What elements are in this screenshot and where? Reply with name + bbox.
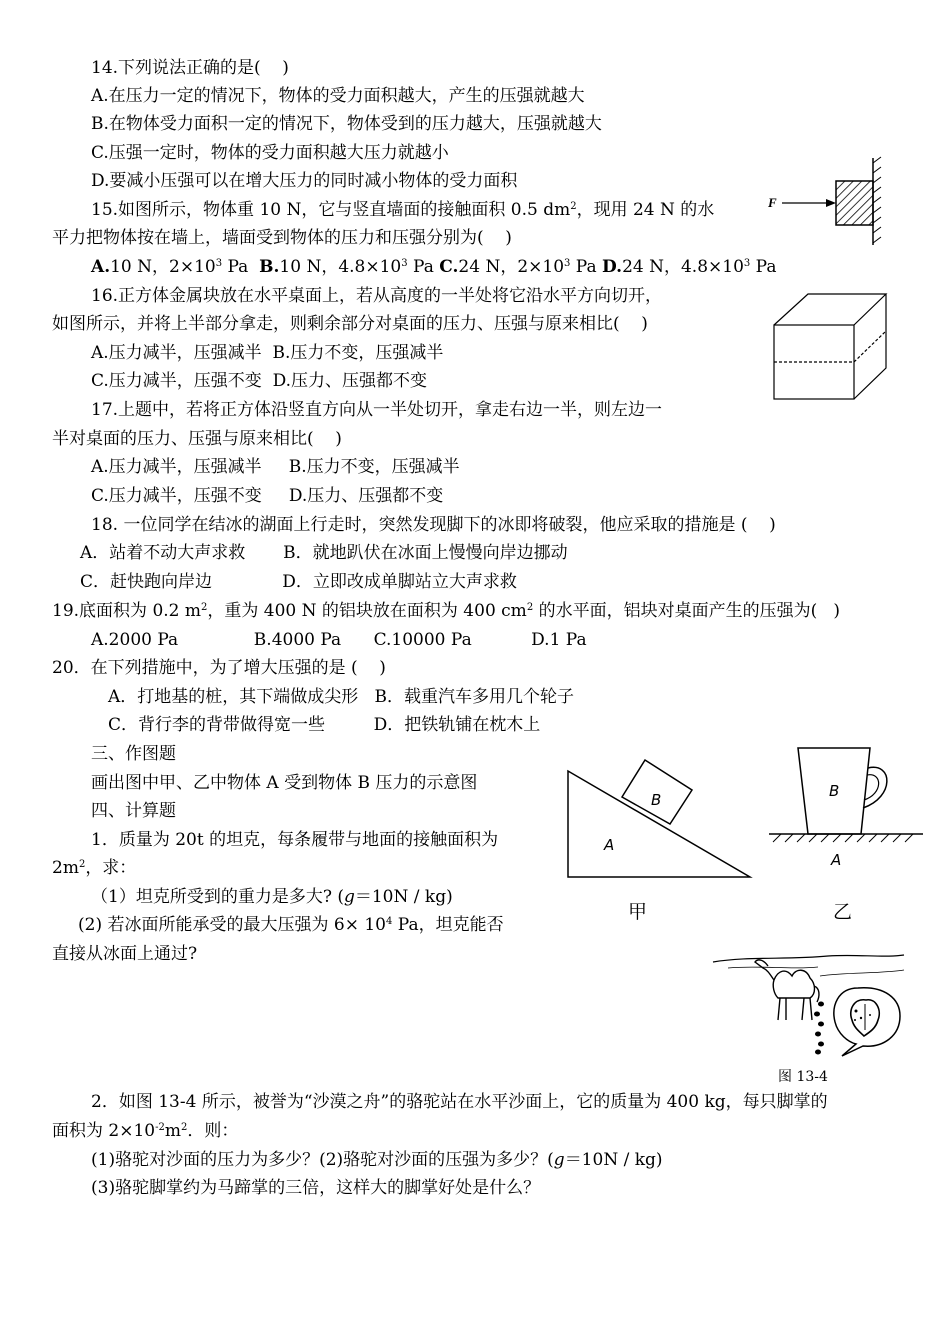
q15-option-a: 10 N，2×10 bbox=[110, 257, 216, 277]
superscript: 2 bbox=[201, 602, 208, 613]
q19-stem-text: ，重为 400 N 的铝块放在面积为 400 cm bbox=[207, 601, 527, 621]
label-a: A bbox=[604, 836, 615, 854]
q19-stem-text: 的水平面，铝块对桌面产生的压强为( ) bbox=[533, 601, 841, 621]
q14-option-b: B.在物体受力面积一定的情况下，物体受到的压力越大，压强就越大 bbox=[91, 114, 602, 134]
q18-stem: 18. 一位同学在结冰的湖面上行走时，突然发现脚下的冰即将破裂，他应采取的措施是 ( ) bbox=[91, 515, 776, 535]
problem-2-line1: 2．如图 13-4 所示，被誉为“沙漠之舟”的骆驼站在水平沙面上，它的质量为 400 kg，每只脚掌的 bbox=[91, 1092, 828, 1112]
q19-stem bbox=[52, 600, 840, 622]
problem-1-text: ，求： bbox=[85, 858, 137, 878]
superscript: 3 bbox=[215, 258, 223, 269]
q15-option-b-unit: Pa bbox=[407, 257, 434, 277]
q20-options-cd: C．背行李的背带做得宽一些 D．把铁轨铺在枕木上 bbox=[108, 715, 541, 735]
q15-option-c-letter: C. bbox=[439, 257, 459, 277]
q18-options-ab: A．站着不动大声求救 B．就地趴伏在冰面上慢慢向岸边挪动 bbox=[80, 543, 568, 563]
q14-stem: 14.下列说法正确的是( ) bbox=[91, 58, 289, 78]
q15-stem-line1 bbox=[91, 199, 714, 221]
wall-hatching bbox=[873, 157, 881, 243]
q15-option-d-letter: D. bbox=[602, 257, 623, 277]
q14-option-d: D.要减小压强可以在增大压力的同时减小物体的受力面积 bbox=[91, 171, 518, 191]
superscript: 4 bbox=[385, 916, 393, 927]
problem-1-text: (2) 若冰面所能承受的最大压强为 6× 10 bbox=[78, 915, 386, 935]
q15-option-d-unit: Pa bbox=[750, 257, 777, 277]
sand-dune-line bbox=[728, 967, 818, 968]
problem-1-line1: 1．质量为 20t 的坦克，每条履带与地面的接触面积为 bbox=[91, 830, 499, 850]
section-4-title: 四、计算题 bbox=[91, 801, 176, 821]
label-yi: 乙 bbox=[833, 901, 853, 923]
superscript: 3 bbox=[743, 258, 751, 269]
superscript: 2 bbox=[526, 602, 534, 613]
q16-options-ab: A.压力减半，压强减半 B.压力不变，压强减半 bbox=[91, 343, 444, 363]
problem-2-text: ＝10N / kg) bbox=[564, 1150, 663, 1170]
force-label: F bbox=[768, 195, 777, 210]
problem-1-text: Pa，坦克能否 bbox=[392, 915, 504, 935]
q15-options bbox=[91, 256, 777, 278]
ground-hatching bbox=[773, 834, 913, 842]
section-3-title: 三、作图题 bbox=[91, 744, 176, 764]
q15-option-d: 24 N，4.8×10 bbox=[622, 257, 744, 277]
superscript: 3 bbox=[401, 258, 408, 269]
problem-2-question-3: (3)骆驼脚掌约为马蹄掌的三倍，这样大的脚掌好处是什么？ bbox=[91, 1178, 541, 1198]
q15-option-b-letter: B. bbox=[259, 257, 280, 277]
g-symbol: g bbox=[343, 887, 355, 907]
problem-2-text: (1)骆驼对沙面的压力为多少？(2)骆驼对沙面的压强为多少？( bbox=[91, 1150, 554, 1170]
cube-top-face bbox=[774, 294, 886, 325]
problem-1-line2 bbox=[52, 857, 136, 879]
q15-stem-text: ，现用 24 N 的水 bbox=[576, 200, 715, 220]
section-3-instruction: 画出图中甲、乙中物体 A 受到物体 B 压力的示意图 bbox=[91, 773, 478, 793]
q17-options-cd: C.压力减半，压强不变 D.压力、压强都不变 bbox=[91, 486, 444, 506]
arrow-head-icon bbox=[826, 199, 836, 207]
problem-1-question-2-line2: 直接从冰面上通过? bbox=[52, 944, 198, 964]
q20-options-ab: A．打地基的桩，其下端做成尖形 B．载重汽车多用几个轮子 bbox=[108, 687, 574, 707]
q15-option-a-unit: Pa bbox=[222, 257, 249, 277]
problem-1-question-1 bbox=[91, 886, 453, 908]
label-a: A bbox=[831, 851, 842, 869]
superscript: -2 bbox=[155, 1122, 165, 1133]
q16-cube-figure bbox=[770, 290, 890, 405]
q18-options-cd: C．赶快跑向岸边 D．立即改成单脚站立大声求救 bbox=[80, 572, 517, 592]
q20-stem: 20．在下列措施中，为了增大压强的是 ( ) bbox=[52, 658, 386, 678]
q16-stem-line2: 如图所示，并将上半部分拿走，则剩余部分对桌面的压力、压强与原来相比( ) bbox=[52, 314, 648, 334]
cut-line-side bbox=[854, 331, 886, 362]
problem-2-line2 bbox=[52, 1120, 238, 1142]
superscript: 2 bbox=[180, 1122, 188, 1133]
superscript: 2 bbox=[78, 859, 86, 870]
q15-option-a-letter: A. bbox=[91, 257, 111, 277]
q17-stem-line1: 17.上题中，若将正方体沿竖直方向从一半处切开，拿走右边一半，则左边一 bbox=[91, 400, 663, 420]
q15-option-c: 24 N，2×10 bbox=[458, 257, 565, 277]
problem-1-question-2 bbox=[78, 914, 504, 936]
sand-dune-line bbox=[820, 970, 904, 976]
q19-options: A.2000 Pa B.4000 Pa C.10000 Pa D.1 Pa bbox=[91, 630, 587, 650]
footprint-trail bbox=[814, 1002, 824, 1055]
speech-bubble bbox=[834, 988, 900, 1056]
q15-stem-line2: 平力把物体按在墙上，墙面受到物体的压力和压强分别为( ) bbox=[52, 228, 512, 248]
superscript: 2 bbox=[570, 201, 577, 212]
problem-1-text: 2m bbox=[52, 858, 79, 878]
q17-stem-line2: 半对桌面的压力、压强与原来相比( ) bbox=[52, 429, 342, 449]
figure-jia-incline bbox=[560, 755, 760, 930]
problem-2-text: ．则： bbox=[187, 1121, 239, 1141]
g-symbol: g bbox=[553, 1150, 565, 1170]
label-jia: 甲 bbox=[628, 901, 648, 923]
label-b: B bbox=[829, 782, 840, 800]
q15-wall-block-figure bbox=[760, 155, 895, 250]
problem-2-text: m bbox=[164, 1121, 181, 1141]
q15-option-b: 10 N，4.8×10 bbox=[279, 257, 402, 277]
sand-dune-line bbox=[713, 955, 904, 962]
figure-13-4-caption: 图 13-4 bbox=[778, 1069, 828, 1085]
q16-options-cd: C.压力减半，压强不变 D.压力、压强都不变 bbox=[91, 371, 428, 391]
figure-yi-cup bbox=[765, 742, 930, 930]
q15-stem-text: 15.如图所示，物体重 10 N，它与竖直墙面的接触面积 0.5 dm bbox=[91, 200, 571, 220]
q16-stem-line1: 16.正方体金属块放在水平桌面上，若从高度的一半处将它沿水平方向切开， bbox=[91, 286, 663, 306]
label-b: B bbox=[651, 791, 662, 809]
q14-option-c: C.压强一定时，物体的受力面积越大压力就越小 bbox=[91, 143, 449, 163]
superscript: 3 bbox=[564, 258, 571, 269]
figure-13-4-camel bbox=[708, 948, 908, 1066]
block bbox=[836, 181, 873, 225]
q15-option-c-unit: Pa bbox=[570, 257, 597, 277]
q14-option-a: A.在压力一定的情况下，物体的受力面积越大，产生的压强就越大 bbox=[91, 86, 585, 106]
problem-1-text: （1）坦克所受到的重力是多大? ( bbox=[91, 887, 344, 907]
q19-stem-text: 19.底面积为 0.2 m bbox=[52, 601, 201, 621]
problem-1-text: ＝10N / kg) bbox=[354, 887, 453, 907]
problem-2-text: 面积为 2×10 bbox=[52, 1121, 156, 1141]
problem-2-questions-1-2 bbox=[91, 1149, 663, 1171]
camel-icon bbox=[755, 960, 819, 1020]
q17-options-ab: A.压力减半，压强减半 B.压力不变，压强减半 bbox=[91, 457, 460, 477]
